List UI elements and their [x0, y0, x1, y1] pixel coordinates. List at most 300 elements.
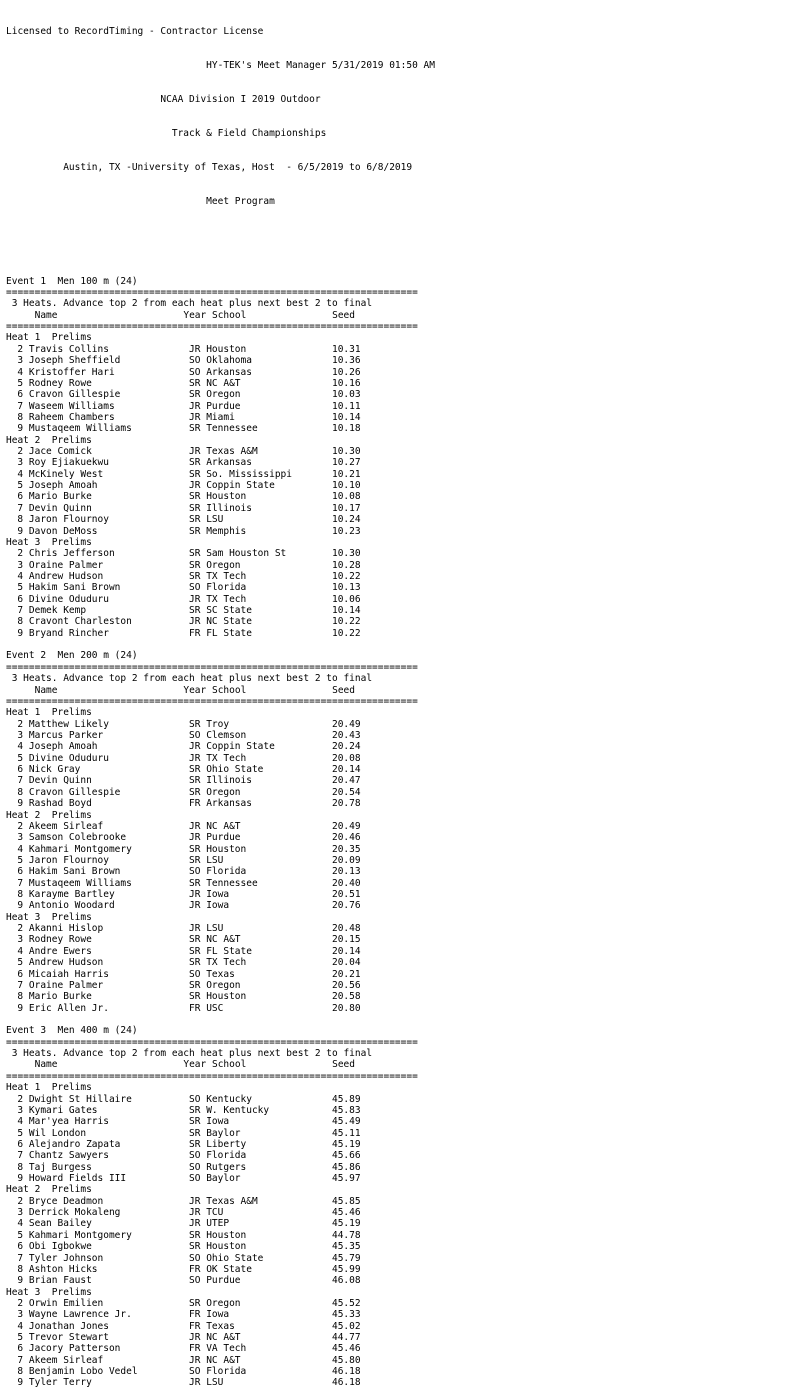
location: Austin, TX -University of Texas, Host - 6/5/2019 to 6/8/2019	[63, 162, 413, 174]
event-section	[6, 1025, 786, 1389]
entry-school: OK State	[206, 1263, 252, 1275]
entry-row	[6, 491, 786, 502]
col-spacer	[166, 1196, 189, 1207]
entry-school: Baylor	[206, 1173, 241, 1185]
entry-seed: 10.22	[331, 616, 361, 628]
col-spacer	[166, 1309, 189, 1320]
entry-school: Rutgers	[206, 1161, 247, 1173]
col-spacer	[166, 389, 189, 400]
entry-seed: 10.11	[331, 400, 361, 412]
entry-name: Kahmari Montgomery	[28, 843, 132, 855]
entry-name: Jaron Flournoy	[28, 514, 109, 526]
entry-school: TX Tech	[206, 752, 247, 764]
entry-year: SR	[189, 457, 201, 469]
event-title: Event 1 Men 100 m (24)	[6, 275, 138, 287]
col-spacer	[166, 412, 189, 423]
col-spacer	[166, 344, 189, 355]
entry-name: Cravont Charleston	[28, 616, 132, 628]
entry-seed: 10.13	[331, 582, 361, 594]
entry-row	[6, 1298, 786, 1309]
entry-school: Oregon	[206, 786, 241, 798]
entry-lane: 4	[17, 366, 24, 378]
col-spacer	[166, 946, 189, 957]
entry-year: SR	[189, 377, 201, 389]
entry-name: Rodney Rowe	[28, 377, 92, 389]
entry-lane: 2	[17, 1297, 24, 1309]
entry-year: FR	[189, 1343, 201, 1355]
col-spacer	[166, 1298, 189, 1309]
entry-school: TCU	[206, 1207, 224, 1219]
col-spacer	[166, 730, 189, 741]
entry-seed: 46.08	[331, 1275, 361, 1287]
entry-year: SR	[189, 514, 201, 526]
col-spacer	[166, 1321, 189, 1332]
entry-name: Taj Burgess	[28, 1161, 92, 1173]
entry-lane: 4	[17, 741, 24, 753]
col-spacer	[166, 1162, 189, 1173]
entry-row	[6, 1343, 786, 1354]
col-header-seed: Seed	[332, 684, 355, 696]
entry-name: Waseem Williams	[28, 400, 115, 412]
entry-row	[6, 787, 786, 798]
entry-row	[6, 582, 786, 593]
separator-line: ========================================================================	[6, 321, 418, 333]
entry-row	[6, 889, 786, 900]
entry-name: Oraine Palmer	[28, 559, 104, 571]
col-spacer	[166, 753, 189, 764]
entry-lane: 3	[17, 559, 24, 571]
entry-name: Nick Gray	[28, 764, 81, 776]
col-spacer	[166, 775, 189, 786]
entry-row	[6, 1241, 786, 1252]
entry-year: SO	[189, 582, 201, 594]
entry-school: TX Tech	[206, 593, 247, 605]
col-spacer	[166, 571, 189, 582]
col-header-year: Year	[183, 1059, 207, 1071]
entry-lane: 9	[17, 1377, 24, 1389]
entry-row	[6, 1253, 786, 1264]
entry-lane: 6	[17, 1241, 24, 1253]
col-header-name: Name	[34, 1059, 58, 1071]
entry-seed: 45.19	[331, 1138, 361, 1150]
separator-line: ========================================================================	[6, 1036, 418, 1048]
entry-school: FL State	[206, 945, 252, 957]
entry-seed: 45.35	[331, 1241, 361, 1253]
entry-row	[6, 1105, 786, 1116]
entry-lane: 8	[17, 889, 24, 901]
entry-school: LSU	[206, 1377, 224, 1389]
software-line	[6, 60, 786, 71]
meet-program-document	[6, 3, 786, 1400]
col-spacer	[166, 1377, 189, 1388]
entry-year: SR	[189, 491, 201, 503]
blank-line	[6, 1014, 786, 1025]
entry-seed: 45.66	[331, 1150, 361, 1162]
col-spacer	[166, 514, 189, 525]
entry-year: SR	[189, 1229, 201, 1241]
col-spacer	[166, 605, 189, 616]
heat-title: Heat 1 Prelims	[6, 332, 92, 344]
col-spacer	[166, 401, 189, 412]
program-line	[6, 196, 786, 207]
entry-school: Oregon	[206, 559, 241, 571]
entry-row	[6, 1366, 786, 1377]
entry-lane: 6	[17, 1138, 24, 1150]
entry-lane: 3	[17, 730, 24, 741]
entry-row	[6, 1162, 786, 1173]
col-spacer	[6, 310, 35, 321]
entry-school: Texas	[206, 1320, 235, 1332]
separator-line: ========================================================================	[6, 695, 418, 707]
entry-year: JR	[189, 900, 201, 912]
entry-school: Florida	[206, 1150, 247, 1162]
entry-row	[6, 719, 786, 730]
entry-lane: 4	[17, 1320, 24, 1332]
entry-seed: 20.54	[331, 786, 361, 798]
entry-name: Jacory Patterson	[28, 1343, 121, 1355]
entry-seed: 10.23	[331, 525, 361, 537]
entry-lane: 6	[17, 491, 24, 503]
col-spacer	[6, 685, 35, 696]
col-spacer	[166, 367, 189, 378]
entry-lane: 9	[17, 1173, 24, 1185]
entry-school: Oregon	[206, 389, 241, 401]
entry-school: VA Tech	[206, 1343, 247, 1355]
entry-lane: 8	[17, 1161, 24, 1173]
entry-year: SR	[189, 389, 201, 401]
entry-lane: 4	[17, 843, 24, 855]
entry-seed: 45.46	[331, 1343, 361, 1355]
col-spacer	[246, 1059, 332, 1070]
heat-rule: 3 Heats. Advance top 2 from each heat plus next best 2 to final	[6, 1048, 373, 1060]
col-spacer	[166, 1116, 189, 1127]
entry-lane: 5	[17, 582, 24, 594]
col-header-year: Year	[183, 309, 207, 321]
entry-seed: 45.86	[331, 1161, 361, 1173]
entry-name: Mario Burke	[28, 491, 92, 503]
entry-row	[6, 571, 786, 582]
entry-name: Benjamin Lobo Vedel	[28, 1366, 138, 1378]
entry-name: Andre Ewers	[28, 945, 92, 957]
entry-seed: 20.13	[331, 866, 361, 878]
entry-year: FR	[189, 798, 201, 810]
entry-year: FR	[189, 1002, 201, 1014]
col-spacer	[166, 526, 189, 537]
col-header-name: Name	[34, 684, 58, 696]
entry-seed: 20.46	[331, 832, 361, 844]
entry-seed: 45.85	[331, 1195, 361, 1207]
entry-row	[6, 1094, 786, 1105]
entry-lane: 6	[17, 389, 24, 401]
entry-seed: 10.14	[331, 605, 361, 617]
heat-title: Heat 3 Prelims	[6, 536, 92, 548]
entry-year: SR	[189, 991, 201, 1003]
entry-name: Obi Igbokwe	[28, 1241, 92, 1253]
entry-year: SR	[189, 957, 201, 969]
entry-school: Sam Houston St	[206, 548, 287, 560]
entry-row	[6, 798, 786, 809]
entry-year: SR	[189, 854, 201, 866]
col-spacer	[6, 1059, 35, 1070]
entry-school: Coppin State	[206, 741, 275, 753]
entry-seed: 44.78	[331, 1229, 361, 1241]
entry-year: SR	[189, 525, 201, 537]
heat-title: Heat 1 Prelims	[6, 1082, 92, 1094]
entry-lane: 5	[17, 1332, 24, 1344]
entry-name: Devin Quinn	[28, 775, 92, 787]
entry-row	[6, 1196, 786, 1207]
entry-lane: 9	[17, 627, 24, 639]
col-header-name: Name	[34, 309, 58, 321]
entry-lane: 8	[17, 514, 24, 526]
entry-lane: 5	[17, 1229, 24, 1241]
entry-school: Oregon	[206, 1297, 241, 1309]
entry-lane: 3	[17, 934, 24, 946]
entry-name: Bryce Deadmon	[28, 1195, 104, 1207]
entry-school: Iowa	[206, 900, 230, 912]
column-header-row	[6, 685, 786, 696]
entry-year: JR	[189, 889, 201, 901]
entry-name: Travis Collins	[28, 343, 109, 355]
entry-row	[6, 991, 786, 1002]
col-spacer	[166, 855, 189, 866]
entry-row	[6, 878, 786, 889]
events-container	[6, 276, 786, 1389]
col-header-school: School	[211, 1059, 247, 1071]
entry-school: Texas A&M	[206, 1195, 258, 1207]
entry-year: JR	[189, 832, 201, 844]
entry-row	[6, 753, 786, 764]
entry-row	[6, 832, 786, 843]
col-spacer	[166, 1332, 189, 1343]
entry-seed: 44.77	[331, 1332, 361, 1344]
entry-lane: 8	[17, 786, 24, 798]
entry-seed: 20.80	[331, 1002, 361, 1014]
column-header-row	[6, 310, 786, 321]
entry-year: JR	[189, 446, 201, 458]
entry-year: SR	[189, 775, 201, 787]
entry-lane: 4	[17, 468, 24, 480]
entry-name: Sean Bailey	[28, 1218, 92, 1230]
entry-school: NC A&T	[206, 934, 241, 946]
entry-row	[6, 1355, 786, 1366]
entry-school: Houston	[206, 1241, 247, 1253]
col-spacer	[166, 457, 189, 468]
entry-lane: 6	[17, 866, 24, 878]
entry-name: McKinely West	[28, 468, 104, 480]
entry-school: FL State	[206, 627, 252, 639]
col-header-year: Year	[183, 684, 207, 696]
col-header-seed: Seed	[332, 1059, 355, 1071]
entry-seed: 10.14	[331, 411, 361, 423]
entry-name: Joseph Amoah	[28, 480, 98, 492]
col-spacer	[166, 1003, 189, 1014]
entry-name: Eric Allen Jr.	[28, 1002, 109, 1014]
entry-row	[6, 775, 786, 786]
heat-title: Heat 3 Prelims	[6, 911, 92, 923]
entry-name: Joseph Amoah	[28, 741, 98, 753]
entry-year: JR	[189, 1332, 201, 1344]
location-line	[6, 162, 786, 173]
entry-row	[6, 514, 786, 525]
entry-year: SR	[189, 877, 201, 889]
entry-lane: 9	[17, 1275, 24, 1287]
entry-school: Texas	[206, 968, 235, 980]
col-spacer	[166, 1105, 189, 1116]
entry-year: SO	[189, 1252, 201, 1264]
entry-school: UTEP	[206, 1218, 230, 1230]
entry-name: Chris Jefferson	[28, 548, 115, 560]
entry-lane: 7	[17, 400, 24, 412]
entry-name: Andrew Hudson	[28, 570, 104, 582]
entry-name: Bryand Rincher	[28, 627, 109, 639]
entry-seed: 10.24	[331, 514, 361, 526]
entry-row	[6, 980, 786, 991]
entry-row	[6, 1218, 786, 1229]
heat-rule: 3 Heats. Advance top 2 from each heat plus next best 2 to final	[6, 298, 373, 310]
entry-name: Marcus Parker	[28, 730, 104, 741]
entry-lane: 9	[17, 798, 24, 810]
col-spacer	[166, 821, 189, 832]
entry-school: Clemson	[206, 730, 247, 741]
meet-name-line	[6, 94, 786, 105]
entry-name: Orwin Emilien	[28, 1297, 104, 1309]
entry-name: Dwight St Hillaire	[28, 1093, 132, 1105]
entry-school: So. Mississippi	[206, 468, 292, 480]
license-line: Licensed to RecordTiming - Contractor License	[6, 25, 264, 37]
entry-lane: 7	[17, 1150, 24, 1162]
entry-year: JR	[189, 741, 201, 753]
entry-row	[6, 457, 786, 468]
entry-name: Wil London	[28, 1127, 87, 1139]
entry-year: SR	[189, 468, 201, 480]
entry-year: FR	[189, 1320, 201, 1332]
entry-seed: 20.48	[331, 923, 361, 935]
entry-row	[6, 628, 786, 639]
program-label: Meet Program	[206, 196, 275, 208]
entry-year: SO	[189, 1161, 201, 1173]
entry-lane: 6	[17, 1343, 24, 1355]
entry-seed: 20.78	[331, 798, 361, 810]
entry-seed: 20.24	[331, 741, 361, 753]
entry-year: SO	[189, 1150, 201, 1162]
col-spacer	[166, 934, 189, 945]
entry-lane: 5	[17, 1127, 24, 1139]
separator-line: ========================================================================	[6, 286, 418, 298]
entry-lane: 3	[17, 1104, 24, 1116]
entry-name: Mustaqeem Williams	[28, 423, 132, 435]
entry-name: Derrick Mokaleng	[28, 1207, 121, 1219]
entry-name: Raheem Chambers	[28, 411, 115, 423]
entry-school: Tennessee	[206, 877, 258, 889]
entry-name: Jace Comick	[28, 446, 92, 458]
col-spacer	[166, 480, 189, 491]
entry-lane: 4	[17, 1218, 24, 1230]
entry-lane: 4	[17, 1116, 24, 1128]
col-spacer	[166, 1094, 189, 1105]
entry-school: Coppin State	[206, 480, 275, 492]
entry-seed: 20.08	[331, 752, 361, 764]
col-spacer	[166, 560, 189, 571]
entry-name: Howard Fields III	[28, 1173, 127, 1185]
entry-name: Cravon Gillespie	[28, 389, 121, 401]
col-spacer	[166, 1253, 189, 1264]
entry-school: Houston	[206, 991, 247, 1003]
entry-row	[6, 503, 786, 514]
entry-lane: 2	[17, 718, 24, 730]
entry-year: SR	[189, 1104, 201, 1116]
entry-name: Rodney Rowe	[28, 934, 92, 946]
col-spacer	[166, 503, 189, 514]
entry-lane: 2	[17, 820, 24, 832]
blank-line	[6, 230, 786, 241]
entry-year: SR	[189, 718, 201, 730]
entry-lane: 2	[17, 1195, 24, 1207]
entry-lane: 8	[17, 411, 24, 423]
entry-year: SR	[189, 423, 201, 435]
entry-school: Illinois	[206, 775, 252, 787]
entry-school: NC A&T	[206, 820, 241, 832]
entry-lane: 7	[17, 1354, 24, 1366]
entry-lane: 6	[17, 968, 24, 980]
entry-name: Hakim Sani Brown	[28, 582, 121, 594]
col-spacer	[166, 741, 189, 752]
entry-row	[6, 1139, 786, 1150]
col-spacer	[166, 1173, 189, 1184]
entry-seed: 20.14	[331, 945, 361, 957]
col-spacer	[166, 889, 189, 900]
meet-subtitle-line	[6, 128, 786, 139]
entry-row	[6, 594, 786, 605]
col-spacer	[166, 798, 189, 809]
entry-row	[6, 423, 786, 434]
heat-title: Heat 3 Prelims	[6, 1286, 92, 1298]
entry-lane: 4	[17, 945, 24, 957]
entry-seed: 10.22	[331, 570, 361, 582]
entry-seed: 45.79	[331, 1252, 361, 1264]
entry-name: Tyler Terry	[28, 1377, 92, 1389]
entry-row	[6, 1128, 786, 1139]
col-spacer	[246, 685, 332, 696]
entry-year: SR	[189, 934, 201, 946]
entry-school: USC	[206, 1002, 224, 1014]
entry-seed: 20.21	[331, 968, 361, 980]
entry-year: SO	[189, 968, 201, 980]
entry-seed: 45.46	[331, 1207, 361, 1219]
entry-seed: 45.33	[331, 1309, 361, 1321]
entry-seed: 10.08	[331, 491, 361, 503]
entry-name: Roy Ejiakuekwu	[28, 457, 109, 469]
entry-row	[6, 1275, 786, 1286]
col-spacer	[166, 1218, 189, 1229]
entry-seed: 20.51	[331, 889, 361, 901]
col-header-school: School	[211, 684, 247, 696]
entry-school: Iowa	[206, 1309, 230, 1321]
entry-school: W. Kentucky	[206, 1104, 270, 1116]
col-spacer	[166, 1343, 189, 1354]
entry-name: Karayme Bartley	[28, 889, 115, 901]
entry-school: Arkansas	[206, 457, 252, 469]
entry-lane: 8	[17, 991, 24, 1003]
entry-name: Chantz Sawyers	[28, 1150, 109, 1162]
entry-seed: 20.76	[331, 900, 361, 912]
entry-year: SR	[189, 559, 201, 571]
entry-year: SR	[189, 548, 201, 560]
col-spacer	[166, 844, 189, 855]
entry-school: Tennessee	[206, 423, 258, 435]
entry-school: TX Tech	[206, 570, 247, 582]
entry-year: JR	[189, 1218, 201, 1230]
